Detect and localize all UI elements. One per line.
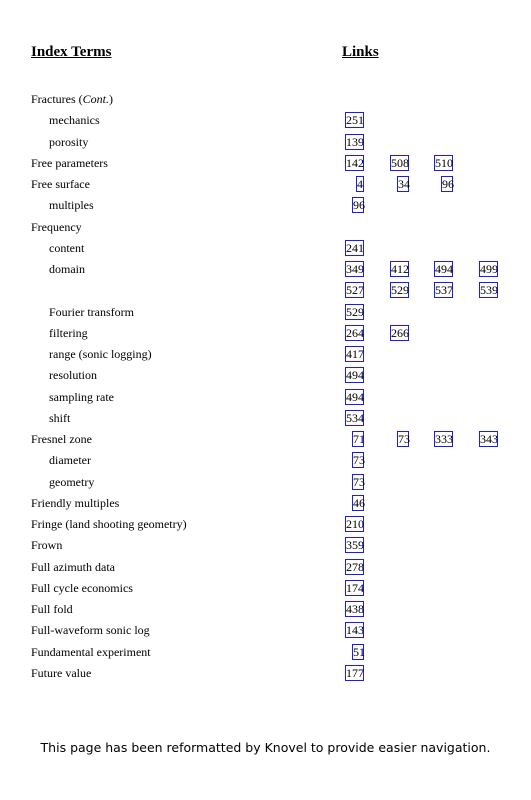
page-link[interactable]: 527 xyxy=(346,283,364,298)
index-entry-row xyxy=(0,450,531,471)
index-entry-row xyxy=(0,429,531,450)
page-link[interactable]: 266 xyxy=(391,325,409,340)
index-term xyxy=(31,176,90,192)
knovel-footer-note: This page has been reformatted by Knovel to provide easier navigation. xyxy=(40,740,491,755)
links-heading: Links xyxy=(342,44,379,60)
index-entry-row xyxy=(0,663,531,684)
index-entry-row xyxy=(0,408,531,429)
term-continued-marker: Cont. xyxy=(82,92,109,106)
page-link[interactable]: 174 xyxy=(346,580,364,595)
index-term xyxy=(31,601,73,617)
index-entry-row xyxy=(0,514,531,535)
term-text: Fourier transform xyxy=(49,304,134,319)
index-subterm xyxy=(49,452,91,468)
index-entry-row xyxy=(0,535,531,556)
index-entry-row xyxy=(0,557,531,578)
page-link[interactable]: 73 xyxy=(353,474,365,489)
index-term xyxy=(31,580,133,596)
term-text: content xyxy=(49,240,85,255)
term-text: sampling rate xyxy=(49,389,114,404)
index-entry-row xyxy=(0,578,531,599)
page-link[interactable]: 73 xyxy=(398,432,410,446)
page-link[interactable]: 51 xyxy=(353,644,365,659)
page-link[interactable]: 333 xyxy=(435,432,453,446)
index-entry-row xyxy=(0,323,531,344)
index-terms-heading: Index Terms xyxy=(31,44,112,60)
page-link[interactable]: 494 xyxy=(346,389,364,404)
page-link[interactable]: 143 xyxy=(346,623,364,638)
page-link[interactable]: 508 xyxy=(391,155,409,170)
index-entry-row xyxy=(0,344,531,365)
page-link[interactable]: 529 xyxy=(346,304,364,319)
term-text: Full fold xyxy=(31,602,73,616)
index-subterm xyxy=(49,197,94,213)
index-subterm xyxy=(49,261,85,277)
index-entry-row xyxy=(0,280,531,301)
index-entry-row xyxy=(0,365,531,386)
index-entry-row xyxy=(0,302,531,323)
index-entry-row xyxy=(0,217,531,238)
index-term xyxy=(31,219,82,235)
index-subterm xyxy=(49,389,114,405)
page-link[interactable]: 46 xyxy=(353,495,365,510)
index-subterm xyxy=(49,325,88,341)
page-link[interactable]: 177 xyxy=(346,665,364,680)
term-suffix: ) xyxy=(109,92,113,106)
page-link[interactable]: 412 xyxy=(391,262,409,276)
term-text: porosity xyxy=(49,134,89,149)
index-list xyxy=(0,89,531,684)
page-link[interactable]: 241 xyxy=(346,240,364,255)
page-link[interactable]: 278 xyxy=(346,559,364,574)
index-term xyxy=(31,91,113,107)
page-link[interactable]: 529 xyxy=(391,283,409,298)
page-link[interactable]: 539 xyxy=(480,283,498,298)
term-text: Full-waveform sonic log xyxy=(31,623,150,638)
index-entry-row xyxy=(0,259,531,280)
term-text: Fundamental experiment xyxy=(31,644,151,659)
index-entry-row xyxy=(0,620,531,641)
index-subterm xyxy=(49,134,88,150)
index-term xyxy=(31,622,150,638)
index-subterm xyxy=(49,304,134,320)
index-term xyxy=(31,431,92,447)
index-entry-row xyxy=(0,89,531,110)
index-subterm xyxy=(49,474,94,490)
page-link[interactable]: 96 xyxy=(442,177,454,191)
term-text: Fringe (land shooting geometry) xyxy=(31,517,187,531)
index-term xyxy=(31,516,187,532)
index-entry-row xyxy=(0,493,531,514)
page-link[interactable]: 349 xyxy=(346,262,364,276)
term-text: Full cycle economics xyxy=(31,580,133,595)
index-term xyxy=(31,644,151,660)
index-entry-row xyxy=(0,174,531,195)
index-entry-row xyxy=(0,132,531,153)
term-text: Full azimuth data xyxy=(31,559,115,574)
index-subterm xyxy=(49,367,97,383)
page-link[interactable]: 417 xyxy=(346,347,364,361)
term-text: diameter xyxy=(49,453,91,468)
page-link[interactable]: 210 xyxy=(346,517,364,531)
page-link[interactable]: 499 xyxy=(480,262,498,276)
term-text: Free surface xyxy=(31,177,90,191)
page-link[interactable]: 494 xyxy=(435,262,453,276)
term-text: filtering xyxy=(49,325,88,340)
term-text: Friendly multiples xyxy=(31,495,120,510)
page-link[interactable]: 34 xyxy=(398,177,410,191)
index-entry-row xyxy=(0,472,531,493)
term-text: mechanics xyxy=(49,113,100,128)
term-text: range (sonic logging) xyxy=(49,347,152,361)
index-entry-row xyxy=(0,599,531,620)
page-link[interactable]: 4 xyxy=(357,177,363,191)
term-text: Fresnel zone xyxy=(31,432,92,446)
term-text: Fractures ( xyxy=(31,92,83,106)
term-text: domain xyxy=(49,262,85,276)
page-link[interactable]: 510 xyxy=(435,155,453,170)
index-entry-row xyxy=(0,110,531,131)
term-text: Free parameters xyxy=(31,155,108,170)
page-link[interactable]: 359 xyxy=(346,538,364,553)
index-term xyxy=(31,537,62,553)
index-term xyxy=(31,155,108,171)
index-subterm xyxy=(49,240,84,256)
index-entry-row xyxy=(0,195,531,216)
index-entry-row xyxy=(0,387,531,408)
term-text: multiples xyxy=(49,198,94,213)
index-subterm xyxy=(49,410,70,426)
index-entry-row xyxy=(0,238,531,259)
term-text: Frequency xyxy=(31,219,82,234)
page-link[interactable]: 343 xyxy=(480,432,498,446)
term-text: Future value xyxy=(31,665,92,680)
page-link[interactable]: 534 xyxy=(346,410,364,425)
page-link[interactable]: 96 xyxy=(353,198,365,213)
page-link[interactable]: 537 xyxy=(435,283,453,298)
term-text: shift xyxy=(49,410,71,425)
term-text: resolution xyxy=(49,368,97,383)
term-text: geometry xyxy=(49,474,95,489)
page-link[interactable]: 438 xyxy=(346,602,364,616)
page-link[interactable]: 139 xyxy=(346,134,364,149)
index-subterm xyxy=(49,112,100,128)
index-entry-row xyxy=(0,153,531,174)
index-subterm xyxy=(49,346,152,362)
index-term xyxy=(31,665,91,681)
page-link[interactable]: 494 xyxy=(346,368,364,383)
page-link[interactable]: 264 xyxy=(346,325,364,340)
term-text: Frown xyxy=(31,538,63,553)
page-link[interactable]: 251 xyxy=(346,113,364,128)
page-link[interactable]: 71 xyxy=(353,432,365,446)
page-link[interactable]: 142 xyxy=(346,155,364,170)
page-link[interactable]: 73 xyxy=(353,453,365,468)
index-entry-row xyxy=(0,642,531,663)
index-term xyxy=(31,495,119,511)
index-term xyxy=(31,559,115,575)
